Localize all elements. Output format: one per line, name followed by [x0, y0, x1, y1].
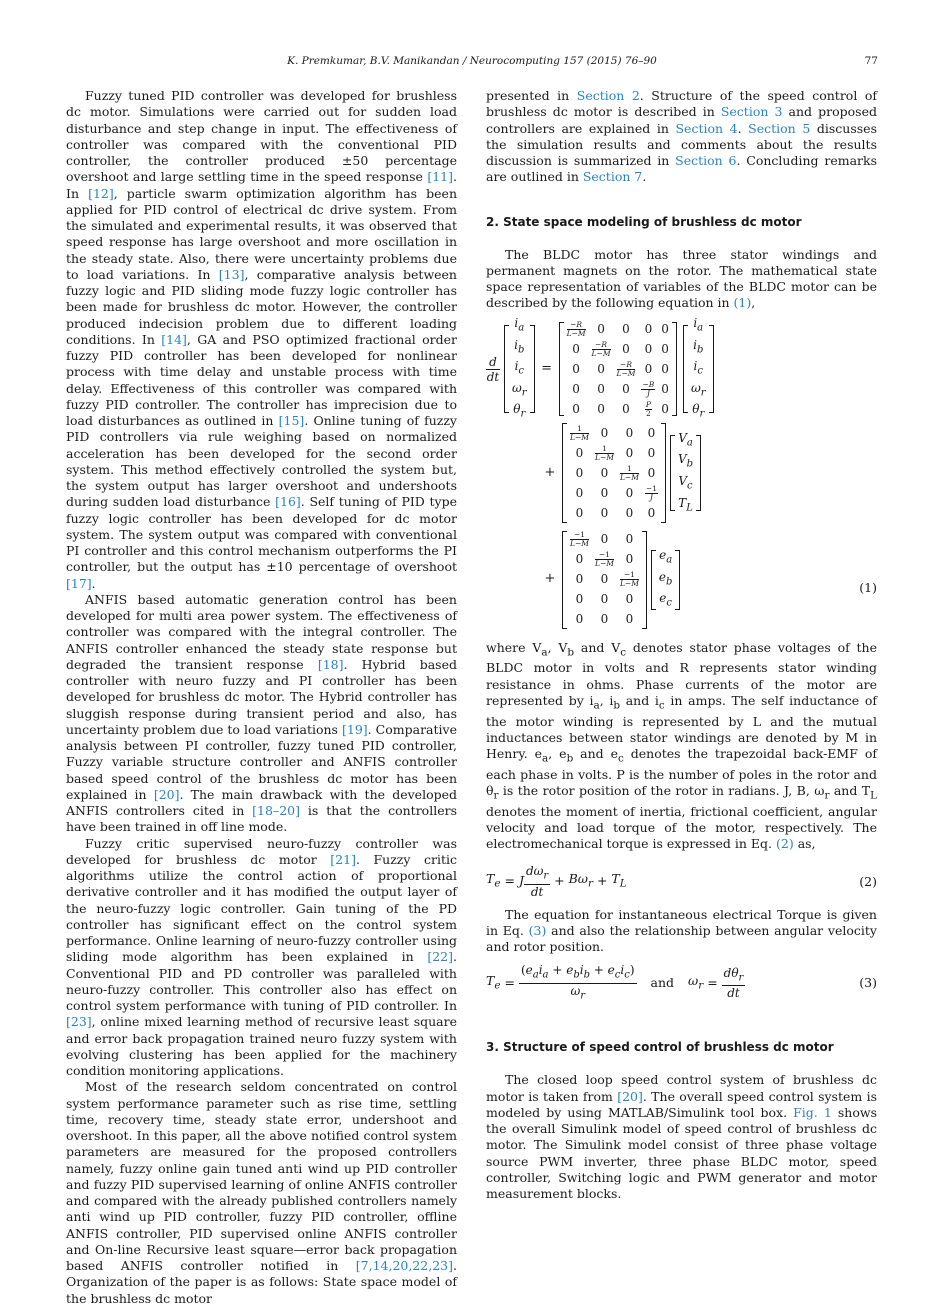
- citation-link[interactable]: [16]: [275, 494, 301, 510]
- left-column: [66, 88, 457, 1307]
- paragraph: ANFIS based automatic generation control has been developed for multi area power system. The effectiveness of controller was compared with the integral controller. The ANFIS controller enhanced the steady state response but degraded the transient response [18]. Hybrid based controller with neuro fuzzy and PI controller has been developed for brushless dc motor. The Hybrid controller has sluggish response during transient period and also, has uncertainty problem due to load variations [19]. Comparative analysis between PI controller, fuzzy tuned PID controller, Fuzzy variable structure controller and ANFIS controller based speed control of the brushless dc motor has been explained in [20]. The main drawback with the developed ANFIS controllers cited in [18–20] is that the controllers have been trained in off line mode.: [66, 591, 458, 835]
- citation-link[interactable]: [12]: [88, 185, 114, 201]
- citation-link[interactable]: [18]: [317, 656, 344, 672]
- paragraph: The BLDC motor has three stator windings and permanent magnets on the rotor. The mathematical state space representation of variables of the BLDC motor can be described by the following equation in (1),: [486, 246, 877, 311]
- section-link[interactable]: Section 6: [675, 153, 737, 168]
- citation-link[interactable]: [17]: [66, 575, 92, 591]
- equation-link[interactable]: (3): [528, 922, 547, 938]
- citation-link[interactable]: [14]: [161, 331, 187, 347]
- section-link[interactable]: Section 4: [675, 120, 738, 136]
- page-number: 77: [864, 55, 878, 67]
- running-title: K. Premkumar, B.V. Manikandan / Neurocomputing 157 (2015) 76–90: [287, 55, 657, 67]
- paragraph: The equation for instantaneous electrical Torque is given in Eq. (3) and also the relationship between angular velocity and rotor position.: [486, 906, 877, 954]
- citation-link[interactable]: [23]: [66, 1014, 92, 1030]
- equation-link[interactable]: (2): [776, 836, 794, 852]
- citation-link[interactable]: [19]: [342, 721, 368, 737]
- section-2-heading: 2. State space modeling of brushless dc motor: [486, 214, 802, 229]
- paragraph: Fuzzy critic supervised neuro-fuzzy controller was developed for brushless dc motor [21]. Fuzzy critic algorithms utilize the control action of proportional derivative controller and it has modified the output layer of the neuro-fuzzy logic controller. Gain tuning of the PD controller has significant effect on the control system performance. Online learning of neuro-fuzzy controller using sliding mode algorithm has been explained in [22]. Conventional PID and PD controller was paralleled with neuro-fuzzy controller. This controller also has effect on control system performance with tuning of PID controller. In [23], online mixed learning method of recursive least square and error back propagation trained neuro fuzzy system with evolving clustering has been applied for the machinery condition monitoring applications.: [66, 835, 457, 1078]
- citation-link[interactable]: [13]: [218, 266, 245, 282]
- section-link[interactable]: Section 3: [720, 104, 783, 120]
- section-link[interactable]: Section 2: [576, 88, 640, 103]
- section-3-heading: 3. Structure of speed control of brushless dc motor: [486, 1040, 834, 1055]
- citation-link[interactable]: [22]: [427, 949, 454, 965]
- figure-link[interactable]: Fig. 1: [793, 1104, 832, 1120]
- paragraph: presented in Section 2. Structure of the speed control of brushless dc motor is described in Section 3 and proposed controllers are explained in Section 4. Section 5 discusses the simulation results and comments about the results discussion is summarized in Section 6. Concluding remarks are outlined in Section 7.: [486, 88, 877, 185]
- section-link[interactable]: Section 5: [748, 120, 811, 136]
- citation-link[interactable]: [18–20]: [252, 803, 300, 818]
- equation-number: (3): [859, 975, 877, 991]
- equation-3: $T_e$ = $(e_ai_a + e_bi_b + e_ci_c)$ $\omega_r$ and $\omega_r$ = $d\theta_r$ dt (3): [486, 963, 877, 1002]
- right-column: [486, 88, 877, 1202]
- paragraph: Fuzzy tuned PID controller was developed for brushless dc motor. Simulations were carried out for sudden load disturbance and step change in input. The effectiveness of controller was compared with the conventional PID controller, the controller produced ±50 percentage overshoot and large settling time in the speed response [11]. In [12], particle swarm optimization algorithm has been applied for PID control of electrical dc drive system. From the simulated and experimental results, it was observed that speed response has large overshoot and more oscillation in the steady state. Also, there were uncertainty problems due to load variations. In [13], comparative analysis between fuzzy logic and PID sliding mode fuzzy logic controller has been made for brushless dc motor. However, the controller produced indecision problem due to different loading conditions. In [14], GA and PSO optimized fractional order fuzzy PID controller has been developed for nonlinear process with time delay and unstable process with time delay. Effectiveness of this controller was compared with fuzzy PID controller. The controller has imprecision due to load disturbances as outlined in [15]. Online tuning of fuzzy PID controllers via rule weighing based on normalized acceleration has been developed for the second order system. This method effectively controlled the system but, the system output has larger overshoot and undershoots during sudden load disturbance [16]. Self tuning of PID type fuzzy logic controller has been developed for dc motor system. The system output was compared with conventional PI controller and this control mechanism outperforms the PI controller, but the output has ±10 percentage of overshoot [17].: [66, 88, 458, 591]
- citation-link[interactable]: [21]: [330, 851, 356, 867]
- citation-link[interactable]: [20]: [617, 1088, 643, 1104]
- running-header: [66, 55, 878, 71]
- paragraph: The closed loop speed control system of brushless dc motor is taken from [20]. The overall speed control system is modeled by using MATLAB/Simulink tool box. Fig. 1 shows the overall Simulink model of speed control of brushless dc motor. The Simulink model consist of three phase voltage source PWM inverter, three phase BLDC motor, speed controller, Switching logic and PWM generator and motor measurement blocks.: [486, 1072, 877, 1201]
- citation-link[interactable]: [20]: [153, 786, 180, 802]
- citation-link[interactable]: [11]: [427, 169, 454, 185]
- paragraph: Most of the research seldom concentrated on control system performance parameter such as rise time, settling time, recovery time, steady state error, undershoot and overshoot. In this paper, all the above notified control system parameters are measured for the proposed controllers namely, fuzzy online gain tuned anti wind up PID controller and fuzzy PID supervised learning of online ANFIS controller and compared with the already published controllers namely anti wind up PID controller, fuzzy PID controller, offline ANFIS controller, PID supervised online ANFIS controller and On-line Recursive least square—error back propagation based ANFIS controller notified in [7,14,20,22,23]. Organization of the paper is as follows: State space model of the brushless dc motor: [66, 1079, 457, 1306]
- paragraph: where $V_a$, $V_b$ and $V_c$ denotes stator phase voltages of the BLDC motor in volts and R represents stator winding resistance in ohms. Phase currents of the motor are represented by $i_a$, $i_b$ and $i_c$ in amps. The self inductance of the motor winding is represented by L and the mutual inductances between stator windings are denoted by M in Henry. $e_a$, $e_b$ and $e_c$ denotes the trapezoidal back-EMF of each phase in volts. P is the number of poles in the rotor and $\theta_r$ is the rotor position of the rotor in radians. J, B, $\omega_r$ and $T_L$ denotes the moment of inertia, frictional coefficient, angular velocity and load torque of the motor, respectively. The electromechanical torque is expressed in Eq. (2) as,: [486, 639, 878, 852]
- citation-link[interactable]: [7,14,20,22,23]: [355, 1258, 454, 1273]
- equation-number: (1): [859, 579, 877, 595]
- citation-link[interactable]: [15]: [278, 413, 305, 428]
- equation-2: $T_e$ = J $d\omega_r$ dt + $B\omega_r$ + $T_L$ (2): [486, 864, 877, 899]
- section-link[interactable]: Section 7: [582, 169, 643, 185]
- equation-link[interactable]: (1): [733, 295, 752, 311]
- equation-conjunction: and: [650, 975, 675, 991]
- equation-number: (2): [859, 873, 877, 889]
- equation-1: d dt $i_a$ $i_b$ $i_c$ $\omega_r$ $\theta_r$ = $\frac{-R}{L-M}$ 0 0 0 0 0 $\frac{-R}{L-M}$ 0 0 0 0 0 $\frac{-R}{L-M}$ 0 0 0 0 0 $\frac{-B}{J}$ 0 0 0 0 $\frac{P}{2}$ 0 $i_a$ $i_b$ $i_c$ $\omega_r$ $\theta_r$ + $\frac{1}{L-M}$ 0 0 0 0 $\frac{1}{L-M}$ 0 0 0 0 $\frac{1}{L-M}$ 0 0 0 0 $\frac{-1}{J}$ 0 0 0 0 $V_a$ $V_b$ $V_c$ $T_L$ + $\frac{-1}{L-M}$ 0 0 0 $\frac{-1}{L-M}$ 0 0 0 $\frac{-1}{L-M}$ 0 0 0 0 0 0 $e_a$ $e_b$ $e_c$ (1): [486, 322, 877, 632]
